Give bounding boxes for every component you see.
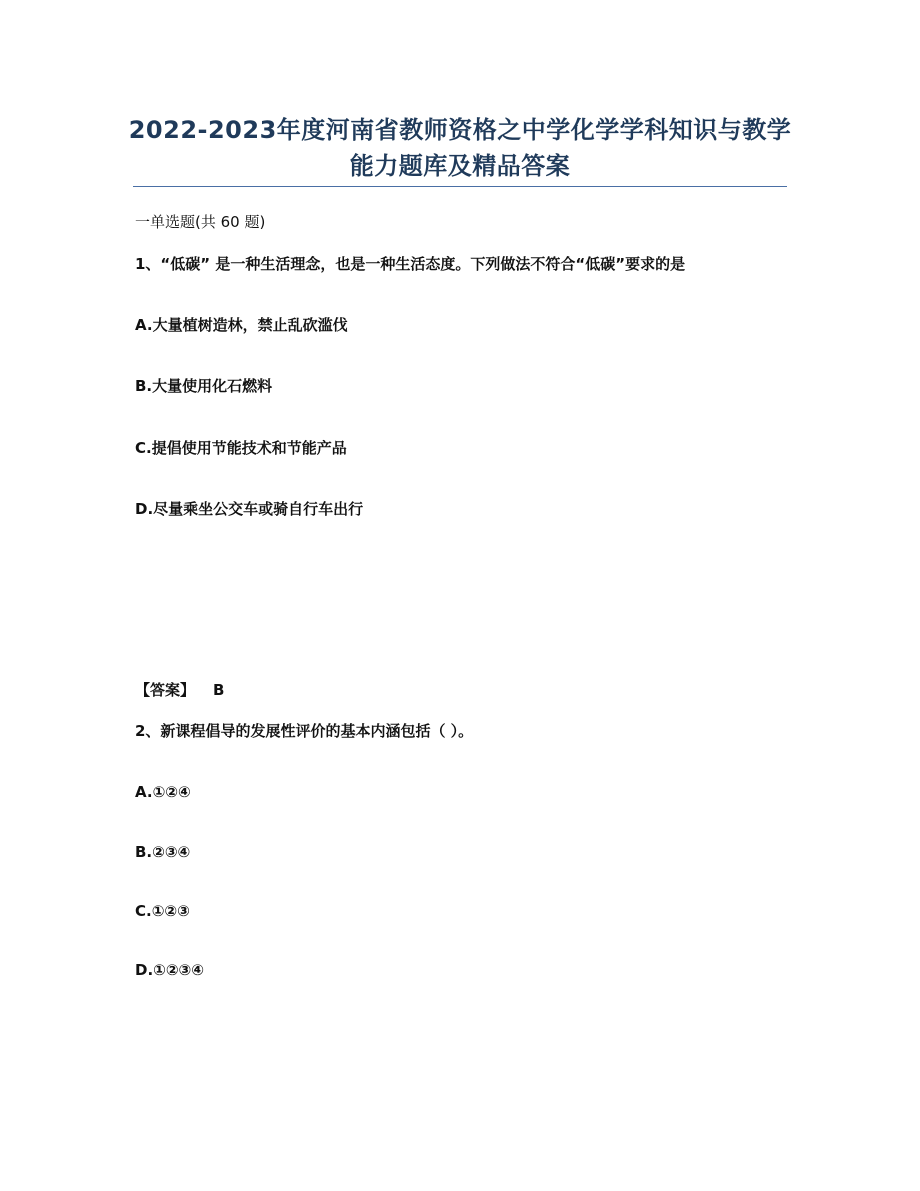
question-2-option-c: C.①②③ xyxy=(135,902,190,920)
question-2-option-d: D.①②③④ xyxy=(135,961,204,979)
document-title-line1: 2022-2023年度河南省教师资格之中学化学学科知识与教学 xyxy=(128,116,792,144)
answer-label: 【答案】 xyxy=(135,681,196,699)
question-1-option-c: C.提倡使用节能技术和节能产品 xyxy=(135,439,347,457)
document-title-line2: 能力题库及精品答案 xyxy=(349,152,571,180)
answer-value: B xyxy=(213,681,225,699)
question-1-option-b: B.大量使用化石燃料 xyxy=(135,377,273,395)
question-2-text: 2、新课程倡导的发展性评价的基本内涵包括（ ）。 xyxy=(135,722,474,740)
question-1-option-d: D.尽量乘坐公交车或骑自行车出行 xyxy=(135,500,364,518)
question-2-option-a: A.①②④ xyxy=(135,783,191,801)
section-heading: 一单选题(共 60 题) xyxy=(135,213,266,231)
question-2-option-b: B.②③④ xyxy=(135,843,191,861)
question-1-option-a: A.大量植树造林，禁止乱砍滥伐 xyxy=(135,316,348,334)
title-divider xyxy=(133,186,787,187)
question-1-answer xyxy=(135,679,224,701)
question-1-text: 1、“低碳” 是一种生活理念，也是一种生活态度。下列做法不符合“低碳”要求的是 xyxy=(135,255,686,273)
